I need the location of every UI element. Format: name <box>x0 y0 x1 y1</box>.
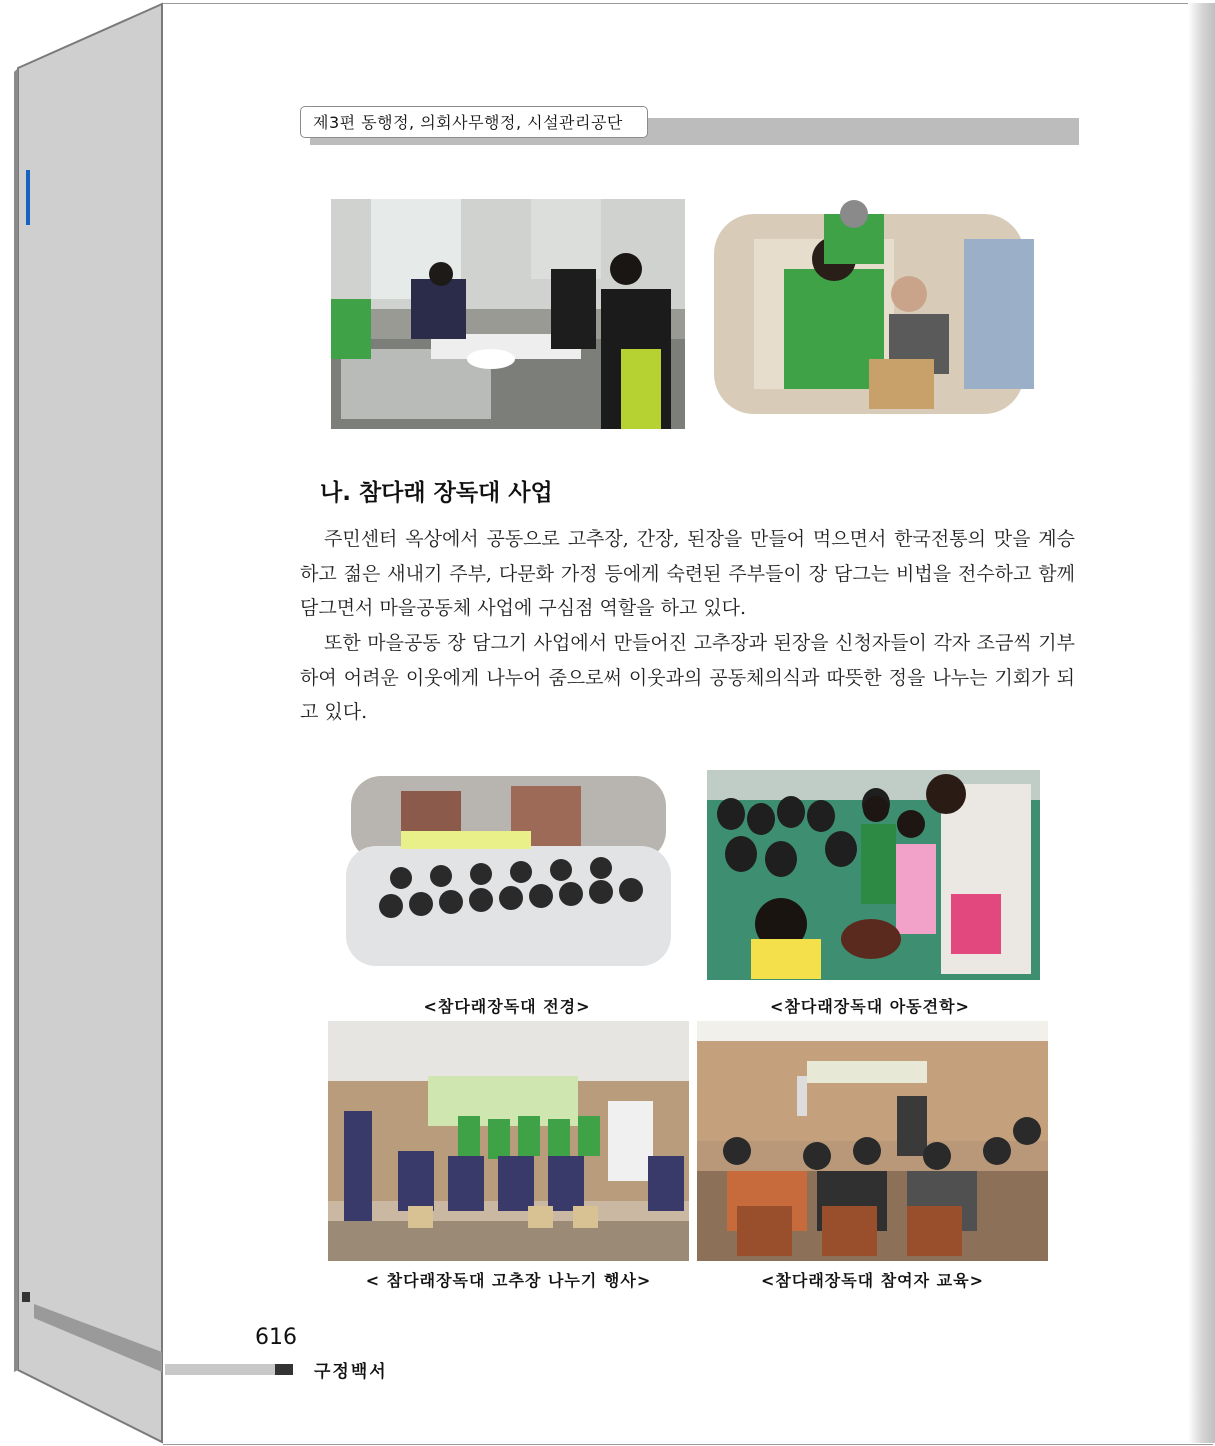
body-paragraph: 주민센터 옥상에서 공동으로 고추장, 간장, 된장을 만들어 먹으면서 한국전통의 맛을 계승하고 젊은 새내기 주부, 다문화 가정 등에게 숙련된 주부들이 장 담그는 비법을 전수하고 함께 담그면서 마을공동체 사업에 구심점 역할을 하고 있다. <box>300 528 1075 619</box>
photo-home-visit <box>694 199 1044 429</box>
section-title: 나. 참다래 장독대 사업 <box>320 480 553 506</box>
caption-overview: <참다래장독대 전경> <box>423 997 591 1016</box>
photo-children-tour <box>701 764 1046 986</box>
page-number: 616 <box>255 1325 297 1350</box>
book-spine <box>0 0 170 1446</box>
photo-education <box>697 1021 1048 1261</box>
footer-bar-accent <box>275 1364 293 1375</box>
footer-bar <box>165 1364 275 1375</box>
caption-children-tour: <참다래장독대 아동견학> <box>770 997 970 1016</box>
chapter-header: 제3편 동행정, 의회사무행정, 시설관리공단 <box>300 106 648 138</box>
photo-rooftop-jars <box>331 766 683 980</box>
photo-kitchen-cooking <box>331 199 685 429</box>
caption-education: <참다래장독대 참여자 교육> <box>761 1271 984 1290</box>
caption-sharing-event: < 참다래장독대 고추장 나누기 행사> <box>365 1271 652 1290</box>
body-paragraph: 또한 마을공동 장 담그기 사업에서 만들어진 고추장과 된장을 신청자들이 각자 조금씩 기부하여 어려운 이웃에게 나누어 줌으로써 이웃과의 공동체의식과 따뜻한 정을 나누는 기회가 되고 있다. <box>300 632 1075 723</box>
page-edge-shadow <box>1188 3 1215 1443</box>
photo-sharing-event <box>328 1021 689 1261</box>
footer-book-title: 구정백서 <box>314 1362 388 1382</box>
